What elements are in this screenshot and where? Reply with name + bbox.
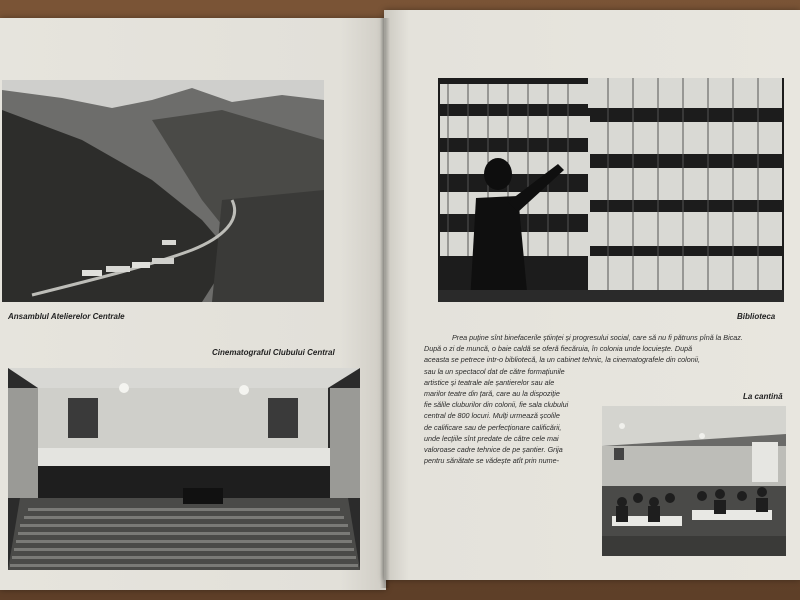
body-line: După o zi de muncă, o baie caldă se oferă fiecăruia, în colonia unde locuiește. După bbox=[424, 344, 693, 354]
library-image bbox=[438, 78, 784, 302]
body-line: sau la un spectacol dat de către formațiunile bbox=[424, 366, 565, 376]
photo-mountains bbox=[2, 80, 324, 302]
body-line: Prea puține sînt binefacerile științei și progresului social, care să nu fi pătruns pînă la Bicaz. bbox=[452, 333, 743, 342]
photo-mountains-caption: Ansamblul Atelierelor Centrale bbox=[8, 312, 125, 321]
mountains-image bbox=[2, 80, 324, 302]
photo-canteen-caption: La cantină bbox=[743, 392, 783, 401]
body-line: pentru sănătate se vădește atît prin nume- bbox=[424, 456, 560, 466]
photo-library-caption: Biblioteca bbox=[737, 312, 776, 321]
cinema-image bbox=[8, 368, 360, 570]
body-line: aceasta se petrece intr-o bibliotecă, la un cabinet tehnic, la cinematografele din colonii, bbox=[424, 355, 700, 365]
body-line: fie sălile cluburilor din colonii, fie sala clubului bbox=[424, 400, 569, 410]
photo-cinema bbox=[8, 368, 360, 570]
photo-library bbox=[438, 78, 784, 302]
body-line: artistice și teatrale ale șantierelor sau ale bbox=[424, 377, 555, 387]
photo-canteen bbox=[602, 406, 786, 556]
body-line: valoroase cadre tehnice de pe șantier. Grija bbox=[424, 445, 563, 455]
body-line: central de 800 locuri. Mulți urmează școlile bbox=[424, 411, 560, 421]
photo-cinema-caption: Cinematograful Clubului Central bbox=[212, 348, 335, 357]
canteen-image bbox=[602, 406, 786, 556]
body-line: marilor teatre din țară, care au la dispoziție bbox=[424, 389, 560, 399]
body-line: de calificare sau de perfecționare calificării, bbox=[424, 422, 562, 432]
book-gutter bbox=[380, 18, 390, 588]
body-line: unde lecțiile sînt predate de către cele mai bbox=[424, 433, 559, 443]
